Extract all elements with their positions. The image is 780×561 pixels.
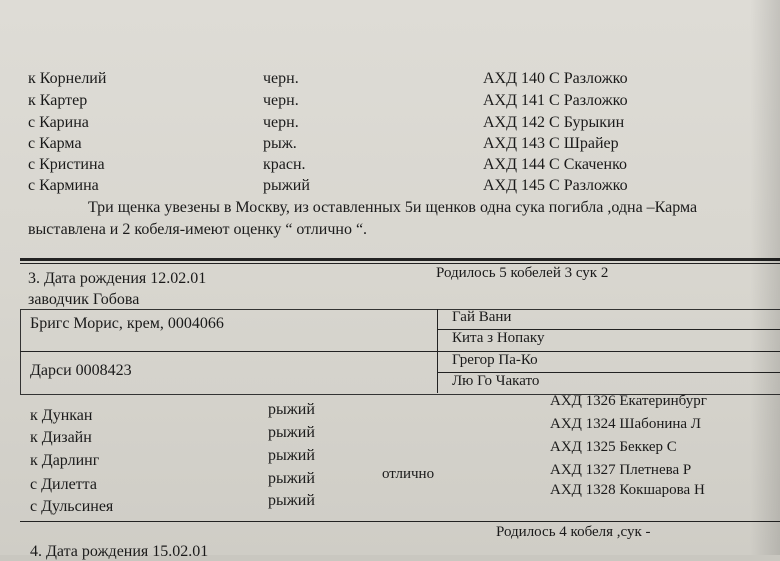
puppy-reg: АХД 145 С Разложко [483, 177, 628, 194]
puppy-reg: АХД 1328 Кокшарова Н [550, 482, 705, 498]
puppy-name: к Дарлинг [30, 452, 100, 469]
puppy-name: к Картер [28, 92, 88, 109]
next-birth-date: 4. Дата рождения 15.02.01 [30, 543, 209, 560]
dam: Дарси 0008423 [30, 362, 132, 379]
page-edge-shadow [750, 0, 780, 555]
dam-mother: Лю Го Чакато [452, 373, 540, 389]
puppy-color: рыж. [263, 135, 297, 152]
puppy-reg: АХД 142 С Бурыкин [483, 114, 625, 131]
puppy-color: красн. [263, 156, 306, 173]
puppy-color: черн. [263, 70, 299, 87]
puppy-name: к Дизайн [30, 429, 92, 446]
puppy-color: рыжий [268, 470, 315, 487]
litter3-birth-date: 3. Дата рождения 12.02.01 [28, 270, 207, 287]
puppy-color: рыжий [268, 447, 315, 464]
puppy-name: с Кристина [28, 156, 105, 173]
sire-father: Гай Вани [452, 309, 512, 325]
puppy-reg: АХД 1327 Плетнева Р [550, 462, 692, 478]
next-born-count: Родилось 4 кобеля ,сук - [496, 524, 651, 540]
sire: Бригс Морис, крем, 0004066 [30, 315, 224, 332]
puppy-color: рыжий [263, 177, 310, 194]
pedigree-col-rule [437, 309, 438, 393]
puppy-reg: АХД 1326 Екатеринбург [550, 393, 707, 409]
litter1-note-line1: Три щенка увезены в Москву, из оставленных 5и щенков одна сука погибла ,одна –Карма [88, 199, 698, 216]
litter3-born-count: Родилось 5 кобелей 3 сук 2 [436, 265, 609, 281]
puppy-color: черн. [263, 114, 299, 131]
puppy-name: с Дилетта [30, 476, 97, 493]
puppy-color: черн. [263, 92, 299, 109]
puppy-name: к Дункан [30, 407, 93, 424]
puppy-reg: АХД 141 С Разложко [483, 92, 628, 109]
section-divider-thin [20, 263, 780, 264]
litter3-breeder: заводчик Гобова [28, 291, 140, 308]
puppy-color: рыжий [268, 492, 315, 509]
litter1-note-line2: выставлена и 2 кобеля-имеют оценку “ отлично “. [28, 221, 368, 238]
puppy-reg: АХД 143 С Шрайер [483, 135, 619, 152]
puppy-name: с Карина [28, 114, 89, 131]
section-divider [20, 258, 780, 261]
puppy-reg: АХД 1325 Беккер С [550, 439, 677, 455]
puppy-color: рыжий [268, 424, 315, 441]
dam-father: Грегор Па-Ко [452, 352, 538, 368]
section-divider-bottom [20, 521, 780, 522]
puppy-reg: АХД 1324 Шабонина Л [550, 416, 701, 432]
puppy-name: с Дульсинея [30, 498, 114, 515]
pedigree-mid-rule [20, 351, 780, 352]
puppy-name: к Корнелий [28, 70, 107, 87]
puppy-color: рыжий [268, 401, 315, 418]
puppy-reg: АХД 140 С Разложко [483, 70, 628, 87]
puppy-name: с Кармина [28, 177, 99, 194]
puppy-reg: АХД 144 С Скаченко [483, 156, 628, 173]
puppy-grade: отлично [382, 466, 435, 482]
sire-mother: Кита з Нопаку [452, 330, 545, 346]
puppy-name: с Карма [28, 135, 82, 152]
